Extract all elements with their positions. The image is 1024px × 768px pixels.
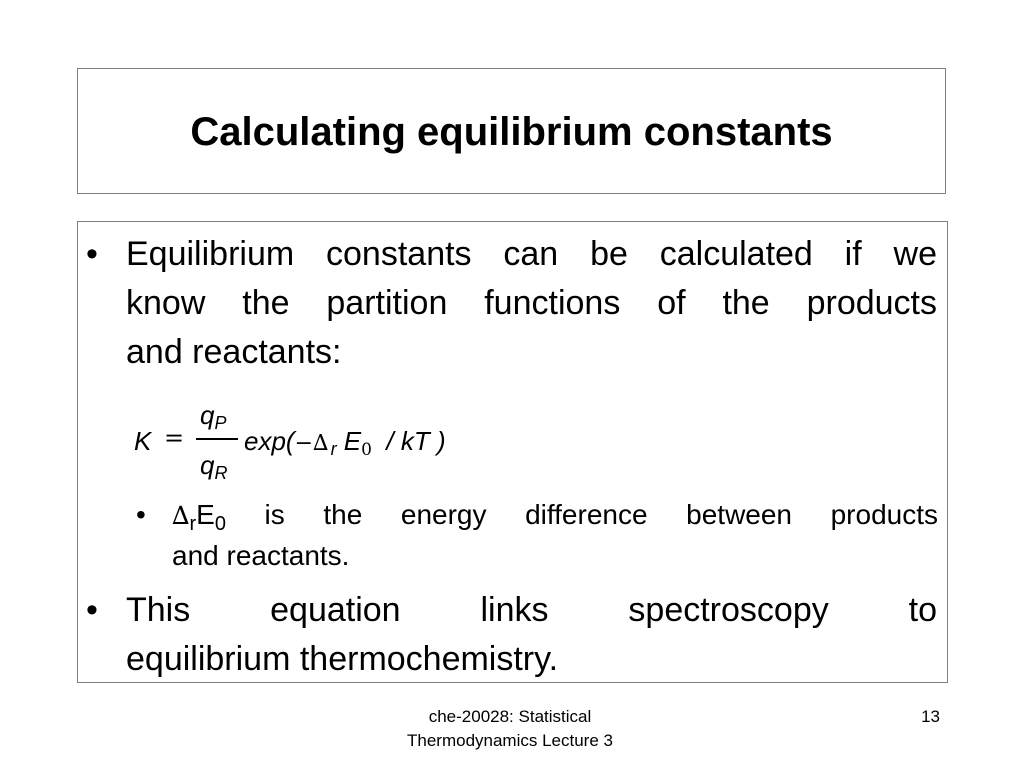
denominator-q: q bbox=[200, 450, 215, 480]
formula-k: K bbox=[134, 426, 152, 456]
formula-exp-open: exp( bbox=[244, 426, 295, 456]
footer-course-line2: Thermodynamics Lecture 3 bbox=[407, 731, 613, 750]
formula-e: E bbox=[343, 426, 362, 456]
bullet-line: and reactants: bbox=[126, 333, 342, 371]
equilibrium-formula bbox=[134, 400, 534, 490]
formula-denominator bbox=[200, 450, 227, 484]
bullet-line: Equilibrium constants can be calculated if we bbox=[126, 235, 937, 273]
bullet-line: know the partition functions of the products bbox=[126, 284, 937, 322]
formula-tail: / kT ) bbox=[386, 426, 446, 456]
sub-bullet-line1: is the energy difference between products bbox=[225, 499, 938, 530]
formula-delta: ∆ bbox=[313, 431, 329, 456]
bullet-dot: • bbox=[86, 591, 98, 629]
bullet-dot: • bbox=[86, 235, 98, 273]
subscript-r: r bbox=[189, 513, 197, 535]
numerator-subscript: P bbox=[214, 413, 227, 433]
formula-equals: = bbox=[164, 424, 185, 452]
formula-numerator bbox=[200, 400, 226, 434]
denominator-subscript: R bbox=[214, 463, 228, 483]
bullet-line: This equation links spectroscopy to bbox=[126, 591, 937, 629]
fraction-bar bbox=[196, 438, 238, 440]
content-box bbox=[77, 221, 948, 683]
footer-course-line1: che-20028: Statistical bbox=[428, 707, 592, 726]
bullet-text bbox=[126, 230, 937, 377]
delta-symbol: ∆ bbox=[172, 501, 190, 530]
formula-sub-r: r bbox=[330, 439, 337, 459]
sub-bullet-dot: • bbox=[136, 499, 146, 530]
formula-minus: − bbox=[294, 431, 314, 456]
energy-e: E bbox=[196, 499, 215, 530]
bullet-line: equilibrium thermochemistry. bbox=[126, 640, 559, 678]
page-number: 13 bbox=[921, 707, 940, 726]
subscript-0: 0 bbox=[214, 513, 226, 535]
slide-title: Calculating equilibrium constants bbox=[190, 109, 833, 154]
formula-sub-0: 0 bbox=[361, 440, 372, 460]
bullet-text bbox=[126, 586, 937, 684]
footer-course bbox=[370, 705, 650, 753]
sub-bullet-text bbox=[172, 495, 938, 576]
title-box bbox=[77, 68, 946, 194]
numerator-q: q bbox=[200, 400, 215, 430]
sub-bullet-line bbox=[172, 495, 938, 536]
sub-bullet-line: and reactants. bbox=[172, 540, 350, 571]
formula-exponential bbox=[244, 426, 446, 460]
